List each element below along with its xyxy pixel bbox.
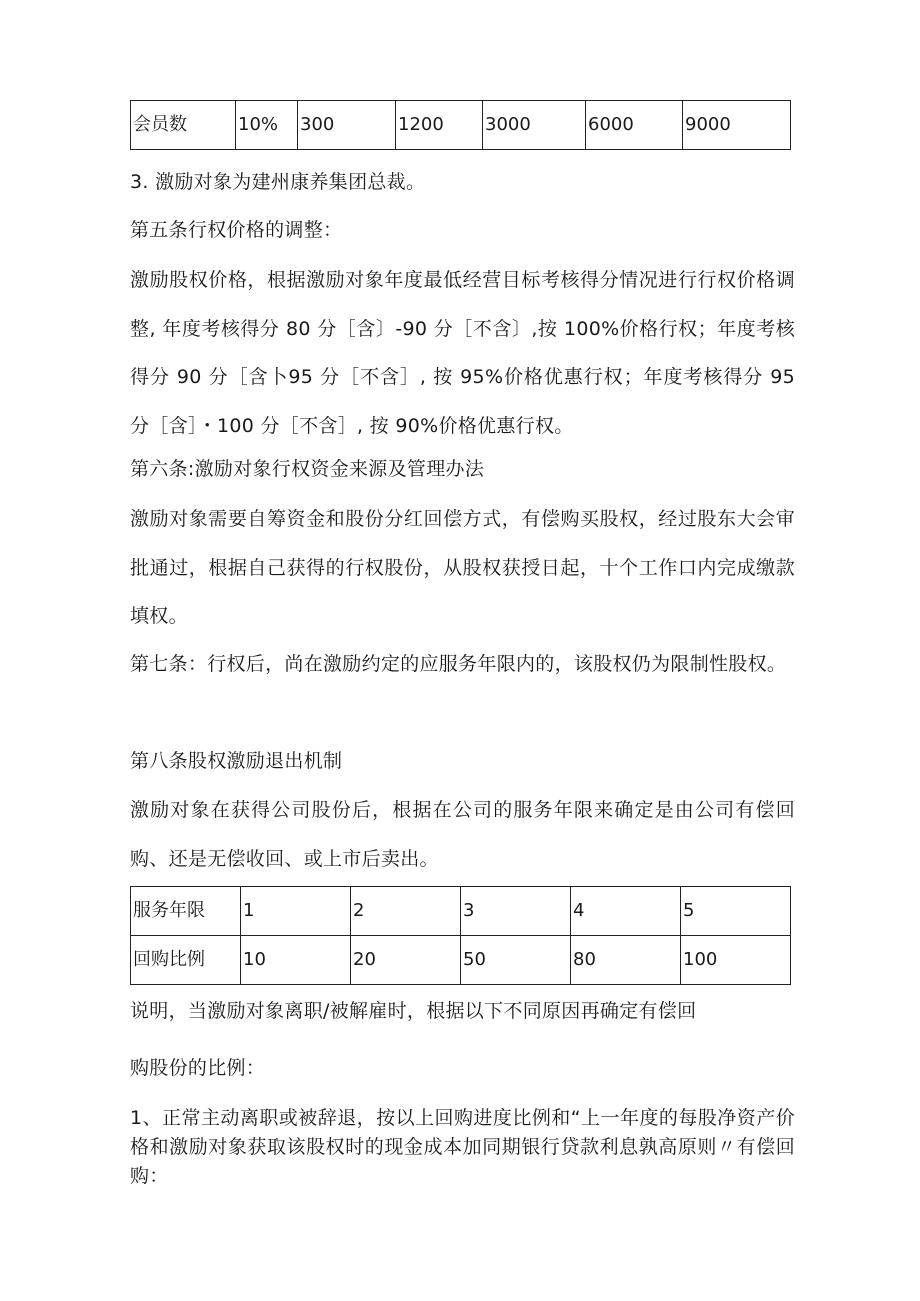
table-row (131, 887, 791, 936)
table-cell: 1200 (396, 101, 483, 150)
table-cell: 300 (298, 101, 396, 150)
table-cell: 20 (351, 936, 461, 985)
article-5-heading: 第五条行权价格的调整： (130, 219, 343, 241)
paragraph-explanation: 说明，当激励对象离职/被解雇时，根据以下不同原因再确定有偿回 (130, 1000, 697, 1022)
table-row (131, 936, 791, 985)
table-cell: 4 (571, 887, 681, 936)
table-cell: 50 (461, 936, 571, 985)
article-6-heading: 第六条:激励对象行权资金来源及管理办法 (130, 458, 485, 480)
table-cell: 9000 (683, 101, 791, 150)
table-cell: 6000 (586, 101, 683, 150)
paragraph-explanation-cont: 购股份的比例： (130, 1057, 266, 1079)
member-count-table (130, 100, 791, 150)
table-cell: 100 (681, 936, 791, 985)
table-cell: 服务年限 (131, 887, 241, 936)
paragraph-funding-source: 激励对象需要自筹资金和股份分红回偿方式，有偿购买股权，经过股东大会审批通过，根据自己获得的行权股份，从股权获授日起，十个工作口内完成缴款填权。 (130, 508, 795, 627)
table-cell: 10% (236, 101, 298, 150)
table-cell: 回购比例 (131, 936, 241, 985)
table-cell: 3 (461, 887, 571, 936)
paragraph-price-adjustment: 激励股权价格，根据激励对象年度最低经营目标考核得分情况进行行权价格调整, 年度考核得分 80 分［含〕-90 分［不含〕,按 100%价格行权；年度考核得分 90 分［含卜95 分［不含］, 按 95%价格优惠行权；年度考核得分 95 分［含］・100 分［不含］, 按 90%价格优惠行权。 (130, 269, 795, 437)
paragraph-incentive-target: 3. 激励对象为建州康养集团总裁。 (130, 171, 426, 193)
table-cell: 会员数 (131, 101, 236, 150)
table-cell: 2 (351, 887, 461, 936)
paragraph-rule-1: 1、正常主动离职或被辞退，按以上回购进度比例和“上一年度的每股净资产价格和激励对象获取该股权时的现金成本加同期银行贷款利息孰高原则〃有偿回购： (130, 1107, 795, 1187)
table-cell: 80 (571, 936, 681, 985)
paragraph-exit-mechanism: 激励对象在获得公司股份后，根据在公司的服务年限来确定是由公司有偿回购、还是无偿收回、或上市后卖出。 (130, 799, 795, 870)
table-cell: 10 (241, 936, 351, 985)
article-8-heading: 第八条股权激励退出机制 (130, 750, 343, 772)
table-cell: 1 (241, 887, 351, 936)
article-7-paragraph: 第七条：行权后，尚在激励约定的应服务年限内的，该股权仍为限制性股权。 (130, 653, 787, 675)
table-cell: 5 (681, 887, 791, 936)
table-cell: 3000 (483, 101, 586, 150)
buyback-ratio-table (130, 886, 791, 985)
table-row (131, 101, 791, 150)
